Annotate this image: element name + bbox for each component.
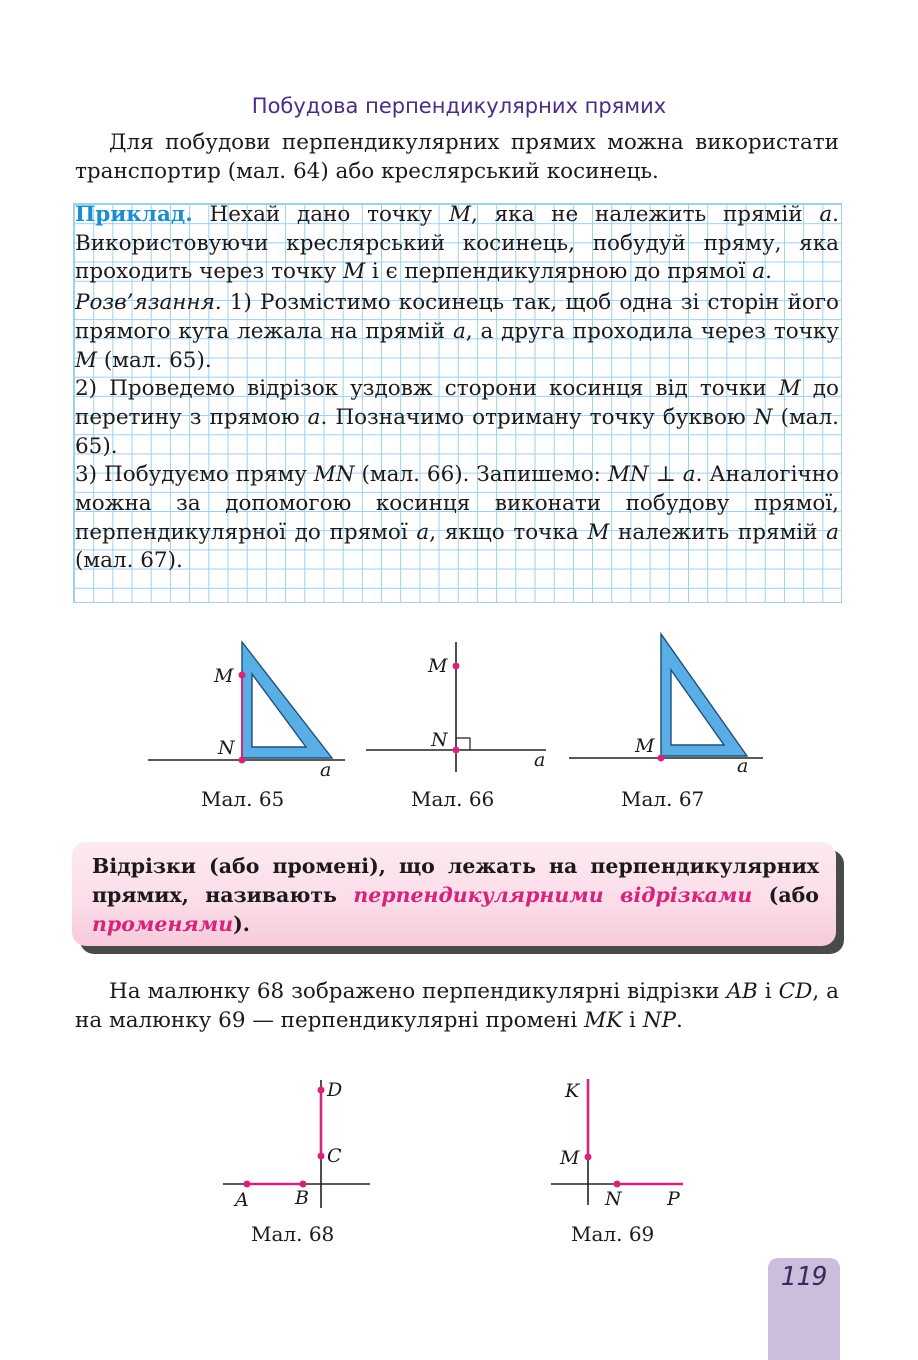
point-m (239, 672, 246, 679)
point-m (658, 755, 665, 762)
label-m: M (635, 735, 655, 757)
set-square-triangle (242, 642, 332, 758)
term-perpendicular-segments: перпендикулярними відрізками (353, 883, 753, 907)
label-m: M (560, 1147, 580, 1169)
figure-69-drawing (545, 1075, 695, 1215)
label-d: D (327, 1079, 343, 1101)
figure-66-drawing (360, 640, 560, 780)
label-a: a (320, 759, 332, 780)
text-part: , а на малюнку 69 — перпендикулярні промені (75, 979, 840, 1033)
definition-text (92, 852, 819, 939)
label-k: K (565, 1080, 580, 1102)
var-np: NP (642, 1008, 676, 1033)
var-ab: AB (726, 979, 758, 1004)
label-p: P (667, 1188, 680, 1210)
point-d (318, 1087, 325, 1094)
label-a: a (534, 749, 546, 771)
var-m: M (587, 519, 610, 545)
var-m: M (778, 376, 801, 402)
figure-67-caption: Мал. 67 (621, 787, 705, 811)
var-cd: CD (778, 979, 813, 1004)
label-a: a (737, 755, 749, 777)
solution-step-2 (75, 375, 839, 461)
figure-66-caption: Мал. 66 (411, 787, 495, 811)
var-a: a (826, 519, 839, 545)
intro-paragraph: Для побудови перпендикулярних прямих можна використати транспортир (мал. 64) або креслярський косинець. (75, 130, 839, 184)
label-n: N (605, 1188, 622, 1210)
term-rays: променями (92, 912, 234, 936)
var-m: M (343, 259, 366, 285)
var-a: a (416, 519, 430, 545)
step-text: до перетину з прямою (75, 376, 839, 430)
point-m (585, 1154, 592, 1161)
example-block (75, 201, 839, 576)
definition-part: (або (752, 883, 819, 907)
var-m: M (75, 347, 98, 373)
step-text: (мал. 66). Запишемо: (354, 462, 608, 488)
step-text: (мал. 65). (97, 347, 212, 373)
solution-step-1 (75, 289, 839, 375)
figure-68-drawing (215, 1078, 385, 1218)
page-number: 119 (780, 1262, 828, 1292)
point-n (239, 757, 246, 764)
text-part: і (757, 979, 779, 1004)
var-mn: MN (313, 462, 355, 488)
text-part: . (676, 1008, 683, 1033)
task-text: , яка не належить прямій (471, 202, 820, 227)
step-text: , якщо точка (429, 519, 588, 545)
section-heading: Побудова перпендикулярних прямих (251, 94, 667, 118)
step-text: . Позначимо отриману точку буквою (320, 404, 754, 430)
task-text: і є перпендикулярною до прямої (365, 259, 753, 285)
point-n (453, 747, 460, 754)
text-part: На малюнку 68 зображено перпендикулярні відрізки (109, 979, 727, 1004)
var-a: a (752, 259, 766, 285)
figure-65-caption: Мал. 65 (201, 787, 285, 811)
example-label: Приклад. (75, 202, 193, 227)
definition-part: ). (233, 912, 250, 936)
solution-step-3 (75, 461, 839, 576)
label-m: M (428, 655, 448, 677)
label-a: A (235, 1189, 249, 1211)
step-text: 3) Побудуємо пряму (75, 462, 314, 488)
step-text: (мал. 65). (75, 404, 839, 459)
var-mk: MK (584, 1008, 623, 1033)
step-text: належить прямій (609, 519, 827, 545)
var-a: a (819, 202, 833, 227)
step-text: 2) Проведемо відрізок уздовж сторони косинця від точки (75, 376, 779, 402)
step-text: 1) Розмістимо косинець так, щоб одна зі сторін його прямого кута лежала на прямій (75, 290, 839, 344)
var-m: M (448, 202, 471, 227)
figures-description (75, 977, 839, 1035)
task-text: Нехай дано точку (192, 202, 449, 227)
point-a (244, 1181, 251, 1188)
point-m (453, 663, 460, 670)
var-a: a (452, 318, 466, 344)
task-text: . Використовуючи креслярський косинець, побудуй пряму, яка проходить через точку (75, 202, 839, 285)
figure-69-caption: Мал. 69 (571, 1222, 655, 1246)
definition-part: Відрізки (або промені), що лежать на перпендикулярних прямих, називають (92, 854, 819, 907)
task-text: . (765, 259, 772, 285)
step-text: . Аналогічно можна за допомогою косинця виконати побудову прямої, перпендикулярної до прямої (75, 462, 839, 545)
label-c: C (327, 1145, 342, 1167)
point-n (614, 1181, 621, 1188)
example-task (75, 201, 839, 287)
set-square-triangle (661, 634, 747, 756)
label-b: B (295, 1187, 309, 1209)
label-n: N (431, 729, 448, 751)
formula: MN ⊥ a (607, 462, 696, 488)
var-a: a (307, 404, 321, 430)
figure-65-drawing (140, 630, 360, 780)
point-c (318, 1153, 325, 1160)
step-text: , а друга проходила через точку (465, 318, 839, 344)
text-part: і (622, 1008, 643, 1033)
label-n: N (218, 737, 235, 759)
label-m: M (214, 665, 234, 687)
var-n: N (753, 404, 773, 430)
figure-67-drawing (565, 628, 775, 778)
figure-68-caption: Мал. 68 (251, 1222, 335, 1246)
step-text: (мал. 67). (75, 548, 183, 574)
solution-label: Розв’язання. (75, 290, 222, 316)
